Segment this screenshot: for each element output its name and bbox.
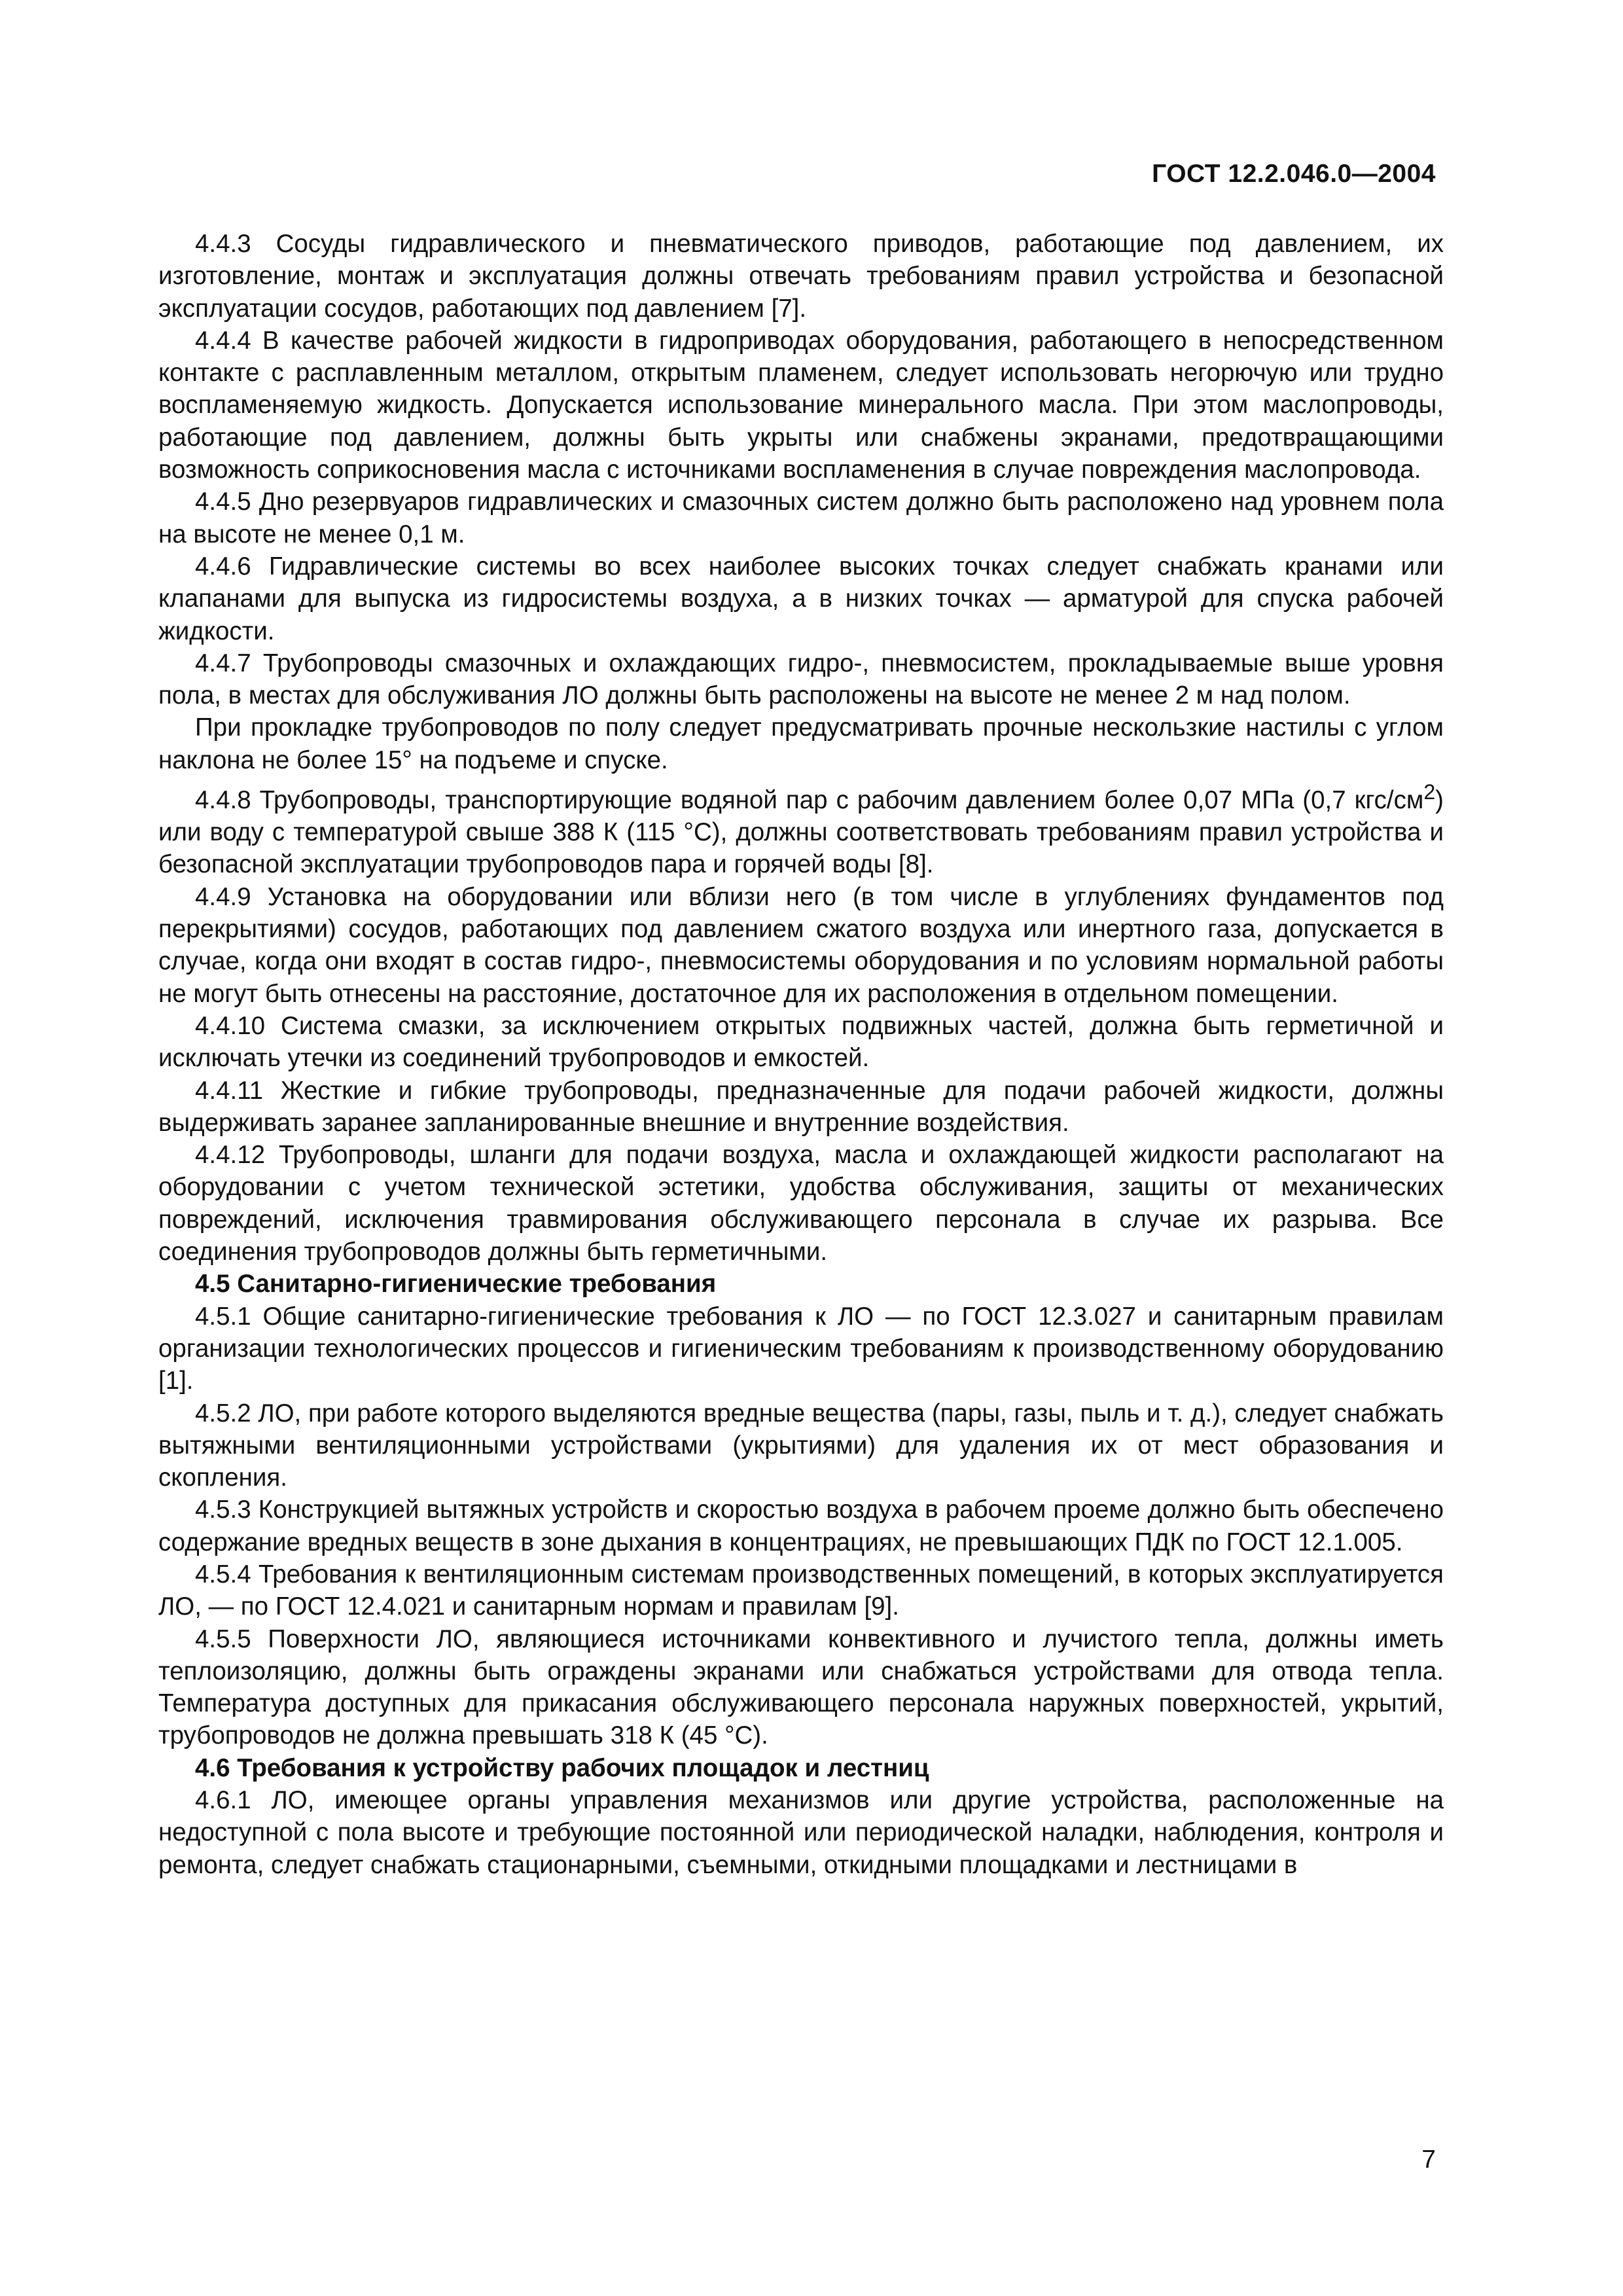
paragraph-4-4-9: 4.4.9 Установка на оборудовании или вблизи него (в том числе в углублениях фундаментов под перекрытиями) сосудов, работающих под давлением сжатого воздуха или инертного газа, допускается в случае, когда они входят в состав гидро-, пневмосистемы оборудования и по условиям нормальной работы не могут быть отнесены на расстояние, достаточное для их расположения в отдельном помещении. xyxy=(158,882,1444,1008)
page-number: 7 xyxy=(1421,2145,1436,2174)
paragraph-4-5-3: 4.5.3 Конструкцией вытяжных устройств и скоростью воздуха в рабочем проеме должно быть обеспечено содержание вредных веществ в зоне дыхания в концентрациях, не превышающих ПДК по ГОСТ 12.1.005. xyxy=(158,1496,1444,1556)
paragraph-4-4-8 xyxy=(158,776,1444,881)
document-header: ГОСТ 12.2.046.0—2004 xyxy=(1152,160,1436,188)
paragraph-4-4-8-part-a: 4.4.8 Трубопроводы, транспортирующие водяной пар с рабочим давлением более 0,07 МПа (0,7 кгс/см xyxy=(195,785,1424,814)
document-body xyxy=(158,228,1444,1881)
paragraph-4-4-3: 4.4.3 Сосуды гидравлического и пневматического приводов, работающие под давлением, их изготовление, монтаж и эксплуатация должны отвечать требованиям правил устройства и безопасной эксплуатации сосудов, работающих под давлением [7]. xyxy=(158,230,1444,323)
paragraph-4-4-7: 4.4.7 Трубопроводы смазочных и охлаждающих гидро-, пневмосистем, прокладываемые выше уровня пола, в местах для обслуживания ЛО должны быть расположены на высоте не менее 2 м над полом. xyxy=(158,649,1444,710)
paragraph-4-4-12: 4.4.12 Трубопроводы, шланги для подачи воздуха, масла и охлаждающей жидкости располагают на оборудовании с учетом технической эстетики, удобства обслуживания, защиты от механических повреждений, исключения травмирования обслуживающего персонала в случае их разрыва. Все соединения трубопроводов должны быть герметичными. xyxy=(158,1141,1444,1266)
paragraph-4-5-4: 4.5.4 Требования к вентиляционным системам производственных помещений, в которых эксплуатируется ЛО, — по ГОСТ 12.4.021 и санитарным нормам и правилам [9]. xyxy=(158,1560,1444,1621)
paragraph-4-4-5: 4.4.5 Дно резервуаров гидравлических и смазочных систем должно быть расположено над уровнем пола на высоте не менее 0,1 м. xyxy=(158,488,1444,548)
paragraph-4-5-2: 4.5.2 ЛО, при работе которого выделяются вредные вещества (пары, газы, пыль и т. д.), следует снабжать вытяжными вентиляционными устройствами (укрытиями) для удаления их от мест образования и скопления. xyxy=(158,1399,1444,1492)
paragraph-4-4-11: 4.4.11 Жесткие и гибкие трубопроводы, предназначенные для подачи рабочей жидкости, должны выдерживать заранее запланированные внешние и внутренние воздействия. xyxy=(158,1076,1444,1137)
paragraph-4-4-10: 4.4.10 Система смазки, за исключением открытых подвижных частей, должна быть герметичной и исключать утечки из соединений трубопроводов и емкостей. xyxy=(158,1011,1444,1073)
paragraph-4-5-5: 4.5.5 Поверхности ЛО, являющиеся источниками конвективного и лучистого тепла, должны иметь теплоизоляцию, должны быть ограждены экранами или снабжаться устройствами для отвода тепла. Температура доступных для прикасания обслуживающего персонала наружных поверхностей, укрытий, трубопроводов не должна превышать 318 К (45 °С). xyxy=(158,1624,1444,1750)
paragraph-4-6-1: 4.6.1 ЛО, имеющее органы управления механизмов или другие устройства, расположенные на недоступной с пола высоте и требующие постоянной или периодической наладки, наблюдения, контроля и ремонта, следует снабжать стационарными, съемными, откидными площадками и лестницами в xyxy=(158,1786,1444,1879)
section-heading-4-6: 4.6 Требования к устройству рабочих площадок и лестниц xyxy=(195,1753,929,1782)
paragraph-4-4-4: 4.4.4 В качестве рабочей жидкости в гидроприводах оборудования, работающего в непосредственном контакте с расплавленным металлом, открытым пламенем, следует использовать негорючую или трудно воспламеняемую жидкость. Допускается использование минерального масла. При этом маслопроводы, работающие под давлением, должны быть укрыты или снабжены экранами, предотвращающими возможность соприкосновения масла с источниками воспламенения в случае повреждения маслопровода. xyxy=(158,326,1444,484)
paragraph-4-5-1: 4.5.1 Общие санитарно-гигиенические требования к ЛО — по ГОСТ 12.3.027 и санитарным правилам организации технологических процессов и гигиеническим требованиям к производственному оборудованию [1]. xyxy=(158,1302,1444,1395)
paragraph-4-4-6: 4.4.6 Гидравлические системы во всех наиболее высоких точках следует снабжать кранами или клапанами для выпуска из гидросистемы воздуха, а в низких точках — арматурой для спуска рабочей жидкости. xyxy=(158,552,1444,645)
section-heading-4-5: 4.5 Санитарно-гигиенические требования xyxy=(195,1270,717,1299)
paragraph-4-4-8-part-b: ) или воду с температурой свыше 388 К (115 °С), должны соответствовать требованиям правил устройства и безопасной эксплуатации трубопроводов пара и горячей воды [8]. xyxy=(158,785,1444,879)
superscript-2: 2 xyxy=(1423,780,1436,804)
paragraph-4-4-7-floor: При прокладке трубопроводов по полу следует предусматривать прочные нескользкие настилы с углом наклона не более 15° на подъеме и спуске. xyxy=(158,713,1444,774)
